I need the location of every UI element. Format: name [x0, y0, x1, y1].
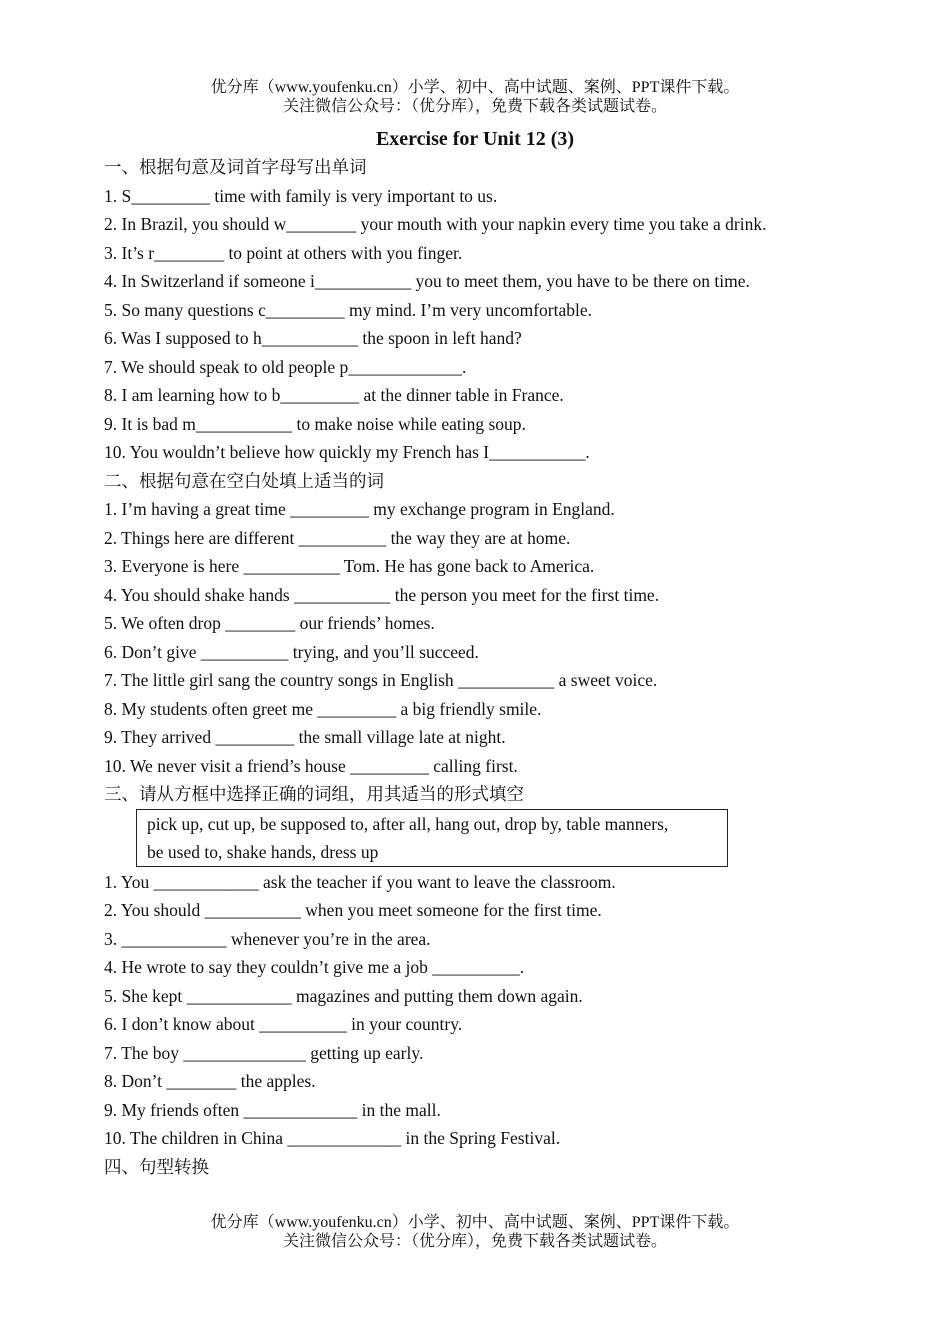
section-4-heading: 四、句型转换: [104, 1156, 209, 1177]
header-line-2: 关注微信公众号：（优分库），免费下载各类试题试卷。: [282, 98, 667, 115]
section-2-item: 4. You should shake hands ___________ the person you meet for the first time.: [104, 584, 660, 605]
section-2-item: 10. We never visit a friend’s house _________ calling first.: [104, 755, 518, 776]
section-3-item: 7. The boy ______________ getting up early.: [104, 1042, 424, 1063]
section-1-item: 9. It is bad m___________ to make noise while eating soup.: [104, 413, 526, 434]
section-1-item: 7. We should speak to old people p_____________.: [104, 356, 467, 377]
section-2-item: 3. Everyone is here ___________ Tom. He has gone back to America.: [104, 556, 595, 576]
section-1-item: 10. You wouldn’t believe how quickly my French has I___________.: [104, 442, 590, 462]
section-3-item: 9. My friends often _____________ in the mall.: [104, 1099, 441, 1120]
section-1-item: 1. S_________ time with family is very important to us.: [104, 185, 498, 206]
section-1-item: 5. So many questions c_________ my mind. I’m very uncomfortable.: [104, 299, 592, 320]
section-2-item: 5. We often drop ________ our friends’ homes.: [104, 613, 435, 633]
section-3-item: 3. ____________ whenever you’re in the area.: [104, 928, 431, 949]
phrase-box: [136, 809, 728, 867]
page-footer: [0, 1213, 950, 1251]
footer-line-1: 优分库（www.youfenku.cn）小学、初中、高中试题、案例、PPT课件下载。: [210, 1214, 740, 1231]
section-1-heading: 一、根据句意及词首字母写出单词: [104, 157, 367, 177]
section-1-item: 6. Was I supposed to h___________ the spoon in left hand?: [104, 328, 522, 348]
section-2-item: 8. My students often greet me _________ a big friendly smile.: [104, 698, 542, 719]
section-3-heading: 三、请从方框中选择正确的词组，用其适当的形式填空: [104, 784, 524, 804]
header-line-1: 优分库（www.youfenku.cn）小学、初中、高中试题、案例、PPT课件下载。: [210, 79, 740, 96]
section-2-item: 2. Things here are different __________ the way they are at home.: [104, 527, 571, 548]
page-title: Exercise for Unit 12 (3): [375, 128, 575, 150]
section-3-item: 10. The children in China _____________ in the Spring Festival.: [104, 1128, 561, 1148]
section-3-item: 6. I don’t know about __________ in your country.: [104, 1014, 463, 1034]
section-2-heading: 二、根据句意在空白处填上适当的词: [104, 470, 384, 491]
section-2-item: 1. I’m having a great time _________ my exchange program in England.: [104, 499, 615, 519]
phrase-box-line-1: pick up, cut up, be supposed to, after all, hang out, drop by, table manners,: [147, 813, 669, 834]
section-2-item: 6. Don’t give __________ trying, and you’ll succeed.: [104, 641, 479, 662]
section-2-item: 9. They arrived _________ the small village late at night.: [104, 727, 506, 747]
page-header: [0, 78, 950, 116]
exercise-content: [104, 153, 864, 1181]
section-1-item: 8. I am learning how to b_________ at the dinner table in France.: [104, 385, 564, 405]
phrase-box-line-2: be used to, shake hands, dress up: [147, 841, 379, 862]
section-1-item: 3. It’s r________ to point at others with you finger.: [104, 242, 463, 263]
section-1-item: 2. In Brazil, you should w________ your mouth with your napkin every time you take a drink.: [104, 214, 767, 234]
section-3-item: 1. You ____________ ask the teacher if you want to leave the classroom.: [104, 871, 616, 892]
section-3-item: 4. He wrote to say they couldn’t give me a job __________.: [104, 957, 525, 977]
footer-line-2: 关注微信公众号：（优分库），免费下载各类试题试卷。: [282, 1233, 667, 1250]
section-3-item: 5. She kept ____________ magazines and putting them down again.: [104, 985, 583, 1006]
section-2-item: 7. The little girl sang the country songs in English ___________ a sweet voice.: [104, 670, 658, 690]
section-3-item: 8. Don’t ________ the apples.: [104, 1071, 316, 1091]
section-1-item: 4. In Switzerland if someone i___________ you to meet them, you have to be there on time.: [104, 271, 750, 291]
section-3-item: 2. You should ___________ when you meet someone for the first time.: [104, 900, 602, 920]
